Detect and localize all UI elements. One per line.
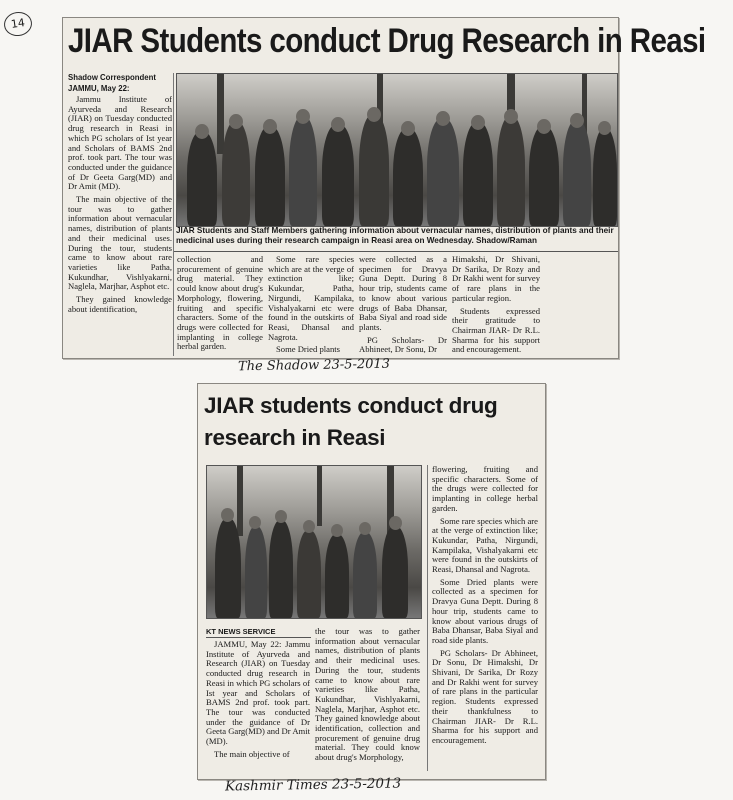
paragraph: Jammu Institute of Ayurveda and Research (JIAR) on Tuesday conducted drug research in Reasi in which PG scholars of Ist year and Scholars of BAMS 2nd prof. took part. The tour was conducted under the guidance of Dr Geeta Garg(MD) and Dr Amit (MD). <box>68 94 172 192</box>
newspaper-clipping-kashmir-times <box>197 383 546 780</box>
paragraph: Students expressed their gratitude to Chairman JIAR- Dr R.L. Sharma for his support and encouragement. <box>452 305 540 355</box>
article-column-5 <box>452 255 540 358</box>
headline: JIAR Students conduct Drug Research in Reasi <box>68 22 706 60</box>
handwritten-source-note: The Shadow 23-5-2013 <box>237 356 391 375</box>
paragraph: They gained knowledge about identification, <box>68 294 172 314</box>
article-column-3 <box>432 465 538 749</box>
paragraph: flowering, fruiting and specific characters. Some of the drugs were collected for implanting in college herbal garden. <box>432 464 538 513</box>
photo-caption: JIAR Students and Staff Members gathering information about vernacular names, distribution of plants and their medicinal uses during their research campaign in Reasi area on Wednesday. Shadow/Raman <box>176 226 614 245</box>
paragraph: The main objective of the tour was to gather information about vernacular names, distribution of plants and their medicinal uses. During the tour, students came to know about rare varieties like Patha, Kukundhar, Vishlyakarni, Naglela, Marjhar, Asphot etc. <box>68 194 172 292</box>
page-number: 14 <box>2 10 33 38</box>
news-photo <box>206 465 422 619</box>
article-column-1 <box>206 640 310 762</box>
paragraph: JAMMU, May 22: Jammu Institute of Ayurveda and Research (JIAR) on Tuesday conducted drug research in Reasi in which PG scholars of Ist year and Scholars of BAMS 2nd prof. took part. The tour was conducted under the guidance of Dr Geeta Garg(MD) and Dr Amit (MD). <box>206 639 310 747</box>
paragraph: collection and procurement of genuine drug material. They could know about drug's Morphology, flowering, fruiting and specific characters. Some of the drugs were collected for implanting in college herbal garden. <box>177 254 263 352</box>
paragraph: were collected as a specimen for Dravya Guna Deptt. During 8 hour trip, students came to know about various drugs of Baba Dhansar, Baba Siyal and road side plants. <box>359 254 447 332</box>
byline: Shadow Correspondent <box>68 73 156 82</box>
paragraph: the tour was to gather information about vernacular names, distribution of plants and their medicinal uses. During the tour, students came to know about rare varieties like Patha, Kukundhar, Vishlyakarni, Naglela, Marjhar, Asphot etc. They gained knowledge about identification, collection and procurement of genuine drug material. They could know about drug's Morphology, <box>315 626 420 763</box>
article-column-2 <box>177 255 263 355</box>
dateline: JAMMU, May 22: <box>68 84 130 93</box>
newspaper-clipping-shadow <box>62 17 706 359</box>
paragraph: Some rare species which are at the verge of extinction like; Kukundar, Patha, Nirgundi, Kampilaka, Vishalyakarni etc were found in the outskirts of Reasi, Dhansal and Nagrota. <box>268 254 354 342</box>
paragraph: The main objective of <box>214 748 290 759</box>
article-column-4 <box>359 255 447 358</box>
article-column-1 <box>68 73 172 317</box>
paragraph: Some Dried plants were collected as a specimen for Dravya Guna Deptt. During 8 hour trip, students came to know about various drugs of Baba Dhansar, Baba Siyal and road side plants. <box>432 576 538 645</box>
paragraph: PG Scholars- Dr Abhineet, Dr Sonu, Dr Himakshi, Dr Shivani, Dr Sarika, Dr Rozy and Dr Rakhi went for survey of rare plans in the particular region. Students expressed their thankfulness to Chairman JIAR- Dr R.L. Sharma for his support and encouragement. <box>432 647 538 745</box>
news-photo <box>176 73 618 227</box>
paragraph: PG Scholars- Dr Abhineet, Dr Sonu, Dr <box>359 334 447 355</box>
article-column-2 <box>315 627 420 766</box>
byline: KT NEWS SERVICE <box>206 627 276 636</box>
paragraph: Some Dried plants <box>276 344 340 355</box>
paragraph: Some rare species which are at the verge of extinction like; Kukundar, Patha, Nirgundi, Kampilaka, Vishalyakarni etc were found in the outskirts of Reasi, Dhansal and Nagrota. <box>432 515 538 575</box>
headline: JIAR students conduct drug research in Reasi <box>204 393 498 450</box>
paragraph: Himakshi, Dr Shivani, Dr Sarika, Dr Rozy and Dr Rakhi went for survey of rare plans in the particular region. <box>452 254 540 303</box>
handwritten-source-note: Kashmir Times 23-5-2013 <box>224 775 402 795</box>
article-column-3 <box>268 255 354 358</box>
